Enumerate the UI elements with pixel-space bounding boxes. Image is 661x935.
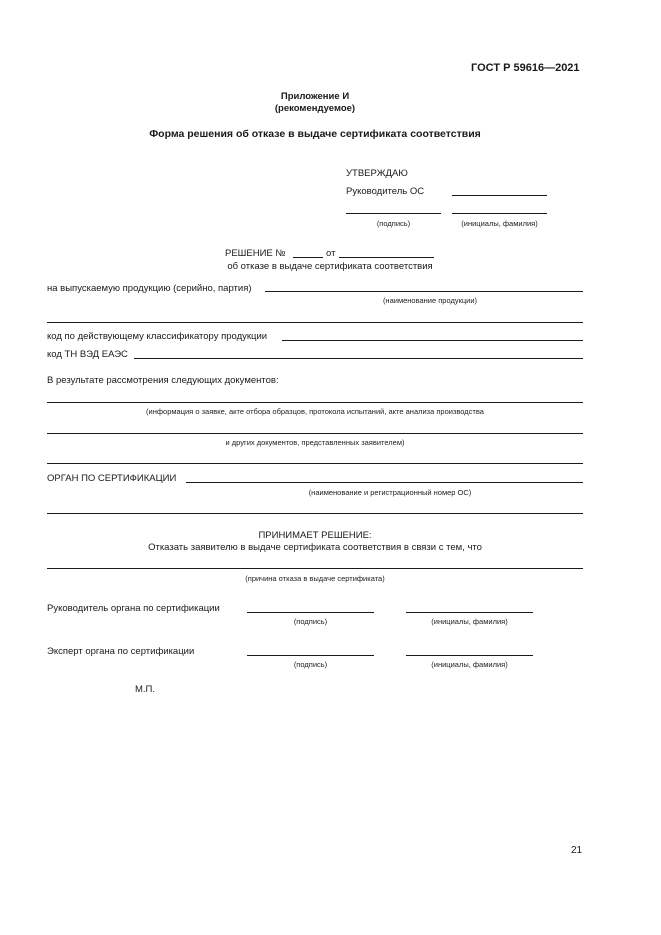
product-field-line-2[interactable]: [47, 322, 583, 323]
appendix-title: Приложение И: [280, 91, 350, 102]
approve-name-line[interactable]: [452, 195, 547, 196]
organ-caption: (наименование и регистрационный номер ОС): [308, 488, 472, 497]
resolution-text: Отказать заявителю в выдаче сертификата соответствия в связи с тем, что: [148, 542, 482, 553]
classifier-label: код по действующему классификатору продукции: [47, 331, 268, 342]
product-label: на выпускаемую продукцию (серийно, партия): [47, 283, 252, 294]
approve-sign-caption: (подпись): [376, 219, 411, 228]
expert-name-caption: (инициалы, фамилия): [431, 660, 508, 669]
expert-sign-line[interactable]: [247, 655, 374, 656]
documents-field-2[interactable]: [47, 433, 583, 434]
head-name-caption: (инициалы, фамилия): [431, 617, 508, 626]
approve-sign-line[interactable]: [346, 213, 441, 214]
classifier-field[interactable]: [282, 340, 583, 341]
product-caption: (наименование продукции): [382, 296, 478, 305]
page-number: 21: [571, 845, 583, 856]
approve-head: Руководитель ОС: [346, 186, 425, 197]
expert-sign-caption: (подпись): [293, 660, 328, 669]
tnved-field[interactable]: [134, 358, 583, 359]
organ-field-line-2[interactable]: [47, 513, 583, 514]
decision-number-label: РЕШЕНИЕ №: [225, 248, 286, 259]
standard-number: ГОСТ Р 59616—2021: [471, 62, 580, 74]
head-name-line[interactable]: [406, 612, 533, 613]
resolution-heading: ПРИНИМАЕТ РЕШЕНИЕ:: [258, 530, 372, 541]
product-field[interactable]: [265, 291, 583, 292]
organ-label: ОРГАН ПО СЕРТИФИКАЦИИ: [47, 473, 177, 484]
documents-caption-2: и других документов, представленных заявителем): [225, 438, 405, 447]
documents-field-1[interactable]: [47, 402, 583, 403]
approve-name-line-2[interactable]: [452, 213, 547, 214]
documents-caption-1: (информация о заявке, акте отбора образцов, протокола испытаний, акте анализа производства: [146, 407, 484, 416]
tnved-label: код ТН ВЭД ЕАЭС: [47, 349, 128, 360]
approve-name-caption: (инициалы, фамилия): [461, 219, 538, 228]
organ-field[interactable]: [186, 482, 583, 483]
decision-subtitle: об отказе в выдаче сертификата соответствия: [227, 261, 433, 272]
documents-label: В результате рассмотрения следующих документов:: [47, 375, 279, 386]
decision-date-label: от: [326, 248, 336, 259]
expert-signature-label: Эксперт органа по сертификации: [47, 646, 195, 657]
stamp-label: М.П.: [135, 684, 156, 695]
decision-number-field[interactable]: [293, 257, 323, 258]
head-signature-label: Руководитель органа по сертификации: [47, 603, 220, 614]
approve-label: УТВЕРЖДАЮ: [346, 168, 408, 179]
head-sign-line[interactable]: [247, 612, 374, 613]
form-title: Форма решения об отказе в выдаче сертификата соответствия: [149, 128, 481, 140]
appendix-status: (рекомендуемое): [274, 103, 356, 114]
expert-name-line[interactable]: [406, 655, 533, 656]
head-sign-caption: (подпись): [293, 617, 328, 626]
documents-field-3[interactable]: [47, 463, 583, 464]
decision-date-field[interactable]: [339, 257, 434, 258]
reason-field[interactable]: [47, 568, 583, 569]
reason-caption: (причина отказа в выдаче сертификата): [245, 574, 385, 583]
